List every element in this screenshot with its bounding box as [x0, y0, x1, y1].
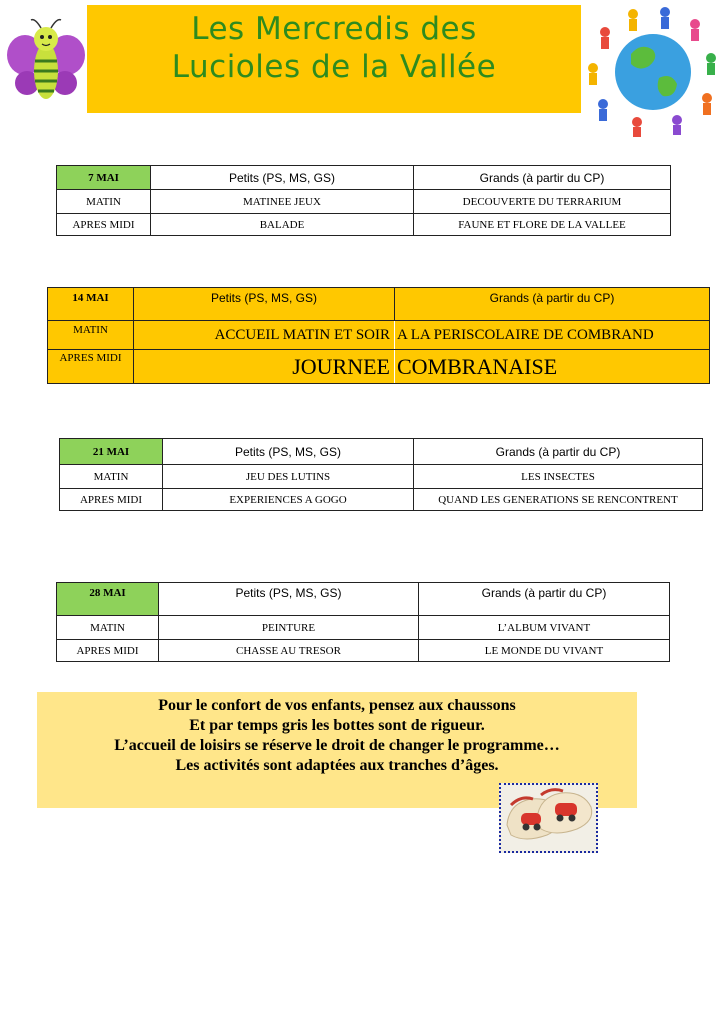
row-label-apres-midi: APRES MIDI: [57, 640, 159, 662]
date-cell: 28 MAI: [57, 583, 159, 616]
baby-slippers-icon: [501, 785, 596, 851]
column-header-grands: Grands (à partir du CP): [395, 288, 710, 321]
activity-cell: QUAND LES GENERATIONS SE RENCONTRENT: [414, 489, 703, 511]
activity-cell: ACCUEIL MATIN ET SOIR: [134, 321, 395, 350]
children-globe-image: [583, 2, 723, 138]
row-label-matin: MATIN: [48, 321, 134, 350]
date-cell: 21 MAI: [60, 439, 163, 465]
activity-cell: LES INSECTES: [414, 465, 703, 489]
note-line: Pour le confort de vos enfants, pensez aux chaussons: [158, 697, 516, 714]
note-line: L’accueil de loisirs se réserve le droit de changer le programme…: [114, 737, 560, 754]
row-label-apres-midi: APRES MIDI: [48, 350, 134, 384]
page-title-line2: Lucioles de la Vallée: [171, 49, 497, 85]
page-title-line1: Les Mercredis des: [191, 11, 477, 47]
slippers-photo: [499, 783, 598, 853]
row-label-apres-midi: APRES MIDI: [57, 214, 151, 236]
activity-cell: JOURNEE: [134, 350, 395, 384]
date-cell: 14 MAI: [48, 288, 134, 321]
butterfly-logo: [5, 15, 87, 105]
column-header-grands: Grands (à partir du CP): [414, 439, 703, 465]
activity-cell: L’ALBUM VIVANT: [419, 616, 670, 640]
activity-cell: PEINTURE: [159, 616, 419, 640]
butterfly-icon: [5, 15, 87, 105]
column-header-petits: Petits (PS, MS, GS): [159, 583, 419, 616]
schedule-table-7-mai: [56, 165, 671, 236]
column-header-petits: Petits (PS, MS, GS): [134, 288, 395, 321]
activity-cell: EXPERIENCES A GOGO: [163, 489, 414, 511]
children-around-globe-icon: [583, 2, 723, 138]
note-line: Et par temps gris les bottes sont de rigueur.: [189, 717, 485, 734]
activity-cell: CHASSE AU TRESOR: [159, 640, 419, 662]
date-cell: 7 MAI: [57, 166, 151, 190]
activity-cell: LE MONDE DU VIVANT: [419, 640, 670, 662]
activity-cell: FAUNE ET FLORE DE LA VALLEE: [414, 214, 671, 236]
row-label-apres-midi: APRES MIDI: [60, 489, 163, 511]
schedule-table-28-mai: [56, 582, 670, 662]
activity-cell: DECOUVERTE DU TERRARIUM: [414, 190, 671, 214]
row-label-matin: MATIN: [57, 190, 151, 214]
column-header-grands: Grands (à partir du CP): [414, 166, 671, 190]
row-label-matin: MATIN: [57, 616, 159, 640]
column-header-grands: Grands (à partir du CP): [419, 583, 670, 616]
column-header-petits: Petits (PS, MS, GS): [151, 166, 414, 190]
column-header-petits: Petits (PS, MS, GS): [163, 439, 414, 465]
activity-cell: COMBRANAISE: [395, 350, 710, 384]
activity-cell: A LA PERISCOLAIRE DE COMBRAND: [395, 321, 710, 350]
activity-cell: MATINEE JEUX: [151, 190, 414, 214]
row-label-matin: MATIN: [60, 465, 163, 489]
schedule-table-21-mai: [59, 438, 703, 511]
activity-cell: JEU DES LUTINS: [163, 465, 414, 489]
schedule-table-14-mai: [47, 287, 710, 384]
title-banner: [87, 5, 581, 113]
note-line: Les activités sont adaptées aux tranches d’âges.: [175, 757, 499, 774]
activity-cell: BALADE: [151, 214, 414, 236]
